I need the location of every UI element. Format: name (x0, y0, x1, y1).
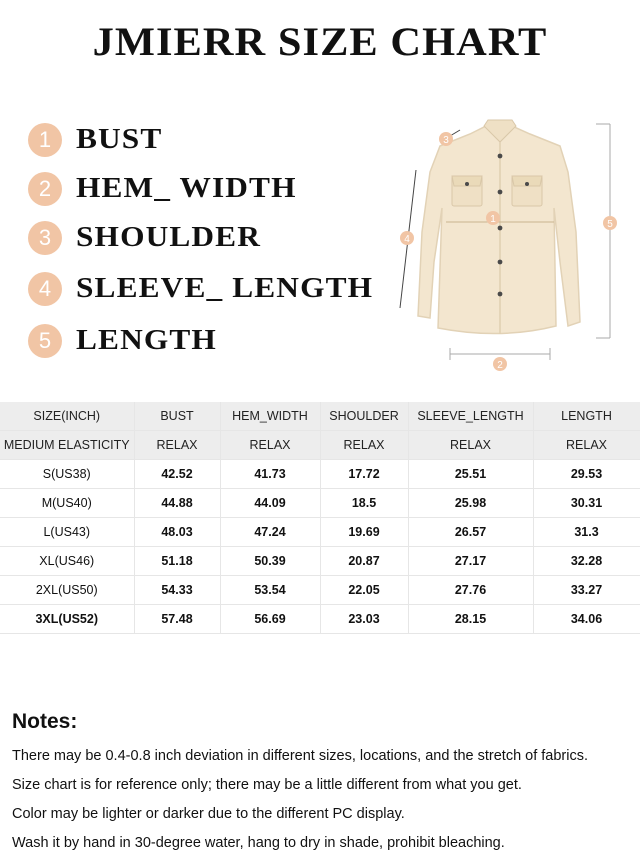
table-row (0, 489, 640, 518)
legend-number: 1 (28, 123, 62, 157)
legend-label: BUST (76, 124, 163, 155)
svg-text:4: 4 (404, 234, 410, 245)
table-cell: XL(US46) (0, 547, 134, 576)
legend-number: 2 (28, 172, 62, 206)
table-cell: 41.73 (220, 460, 320, 489)
table-row (0, 460, 640, 489)
table-cell: 26.57 (408, 518, 533, 547)
legend-item-shoulder (28, 220, 261, 256)
table-header-row (0, 402, 640, 431)
subheader-cell: RELAX (320, 431, 408, 460)
legend-number: 4 (28, 272, 62, 306)
marker-shoulder (439, 132, 453, 146)
table-cell: 51.18 (134, 547, 220, 576)
button-dot (498, 154, 503, 159)
subheader-cell: RELAX (220, 431, 320, 460)
svg-text:5: 5 (607, 219, 613, 230)
legend-number: 3 (28, 221, 62, 255)
page-title: JMIERR SIZE CHART (92, 19, 548, 64)
table-cell: 44.09 (220, 489, 320, 518)
button-dot (498, 226, 503, 231)
table-cell: L(US43) (0, 518, 134, 547)
table-cell: 22.05 (320, 576, 408, 605)
table-cell: 30.31 (533, 489, 640, 518)
table-cell: 56.69 (220, 605, 320, 634)
column-header: HEM_WIDTH (220, 402, 320, 431)
table-cell: 57.48 (134, 605, 220, 634)
subheader-cell: RELAX (134, 431, 220, 460)
table-cell: 32.28 (533, 547, 640, 576)
table-cell: M(US40) (0, 489, 134, 518)
subheader-cell: RELAX (408, 431, 533, 460)
column-header: SLEEVE_LENGTH (408, 402, 533, 431)
table-cell: 18.5 (320, 489, 408, 518)
table-cell: 44.88 (134, 489, 220, 518)
legend-label: LENGTH (76, 325, 217, 356)
table-cell: 28.15 (408, 605, 533, 634)
button-dot (498, 292, 503, 297)
table-cell: 53.54 (220, 576, 320, 605)
legend-label: SLEEVE_ LENGTH (76, 273, 374, 304)
table-cell: 31.3 (533, 518, 640, 547)
table-cell: 29.53 (533, 460, 640, 489)
svg-text:3: 3 (443, 135, 449, 146)
svg-text:2: 2 (497, 360, 503, 371)
table-row (0, 605, 640, 634)
table-cell: 19.69 (320, 518, 408, 547)
legend-label: SHOULDER (76, 222, 261, 253)
table-cell: 17.72 (320, 460, 408, 489)
button-dot (498, 190, 503, 195)
table-cell: S(US38) (0, 460, 134, 489)
marker-hem-width (493, 357, 507, 371)
table-cell: 48.03 (134, 518, 220, 547)
notes-section (12, 710, 632, 858)
note-line: There may be 0.4-0.8 inch deviation in different sizes, locations, and the stretch of fabrics. (12, 748, 589, 764)
legend-item-hem-width (28, 171, 297, 207)
table-cell: 47.24 (220, 518, 320, 547)
column-header: LENGTH (533, 402, 640, 431)
note-line: Wash it by hand in 30-degree water, hang to dry in shade, prohibit bleaching. (12, 835, 505, 851)
table-cell: 27.17 (408, 547, 533, 576)
table-row (0, 518, 640, 547)
table-cell: 25.98 (408, 489, 533, 518)
notes-title: Notes: (12, 710, 78, 733)
marker-length (603, 216, 617, 230)
table-row (0, 576, 640, 605)
table-cell: 42.52 (134, 460, 220, 489)
column-header: BUST (134, 402, 220, 431)
table-cell: 50.39 (220, 547, 320, 576)
legend-label: HEM_ WIDTH (76, 173, 297, 204)
table-cell: 23.03 (320, 605, 408, 634)
note-line: Color may be lighter or darker due to the different PC display. (12, 806, 405, 822)
subheader-cell: RELAX (533, 431, 640, 460)
subheader-cell: MEDIUM ELASTICITY (0, 431, 134, 460)
table-cell: 54.33 (134, 576, 220, 605)
table-row (0, 547, 640, 576)
button-dot (498, 260, 503, 265)
shirt-diagram (390, 112, 630, 380)
table-cell: 34.06 (533, 605, 640, 634)
legend-number: 5 (28, 324, 62, 358)
table-cell: 27.76 (408, 576, 533, 605)
marker-bust (486, 211, 500, 225)
legend-item-sleeve-length (28, 271, 374, 307)
note-line: Size chart is for reference only; there may be a little different from what you get. (12, 777, 522, 793)
size-table (0, 402, 640, 634)
table-cell: 20.87 (320, 547, 408, 576)
legend-item-length (28, 323, 217, 359)
legend-item-bust (28, 122, 163, 158)
table-cell: 33.27 (533, 576, 640, 605)
svg-text:1: 1 (490, 214, 496, 225)
marker-sleeve-length (400, 231, 414, 245)
table-cell: 2XL(US50) (0, 576, 134, 605)
table-cell: 25.51 (408, 460, 533, 489)
column-header: SHOULDER (320, 402, 408, 431)
column-header: SIZE(INCH) (0, 402, 134, 431)
table-subheader-row (0, 431, 640, 460)
table-cell: 3XL(US52) (0, 605, 134, 634)
